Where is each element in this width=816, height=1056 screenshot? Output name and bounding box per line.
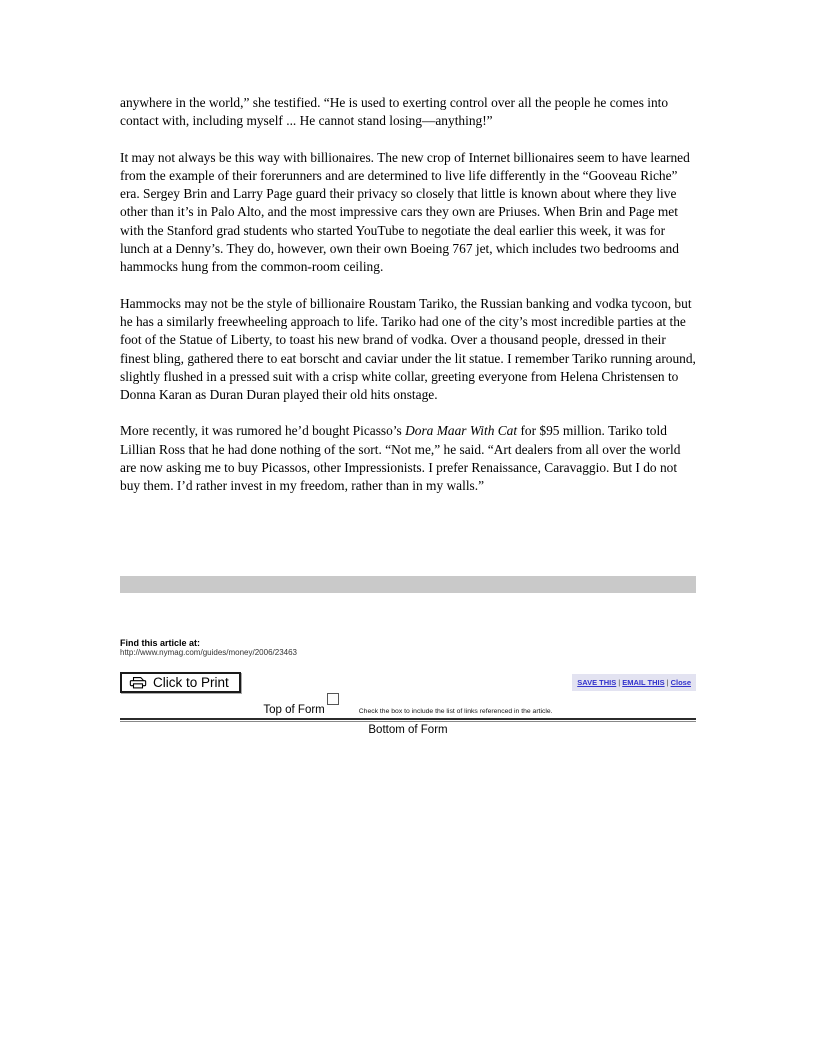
article-actions bbox=[572, 674, 696, 691]
article-paragraph: Hammocks may not be the style of billionaire Roustam Tariko, the Russian banking and vodka tycoon, but he has a similarly freewheeling approach to life. Tariko had one of the city’s most incredible parties at the foot of the Statue of Liberty, to toast his new brand of vodka. Over a thousand people, dressed in their finest bling, gathered there to eat borscht and caviar under the lit statue. I remember Tariko running around, slightly flushed in a pressed suit with a crisp white collar, greeting everyone from Helena Christensen to Donna Karan as Duran Duran played their old hits onstage. bbox=[120, 295, 696, 403]
click-to-print-button[interactable] bbox=[120, 672, 241, 693]
article-body bbox=[120, 94, 696, 514]
form-divider bbox=[120, 718, 696, 722]
include-links-checkbox[interactable] bbox=[327, 693, 339, 705]
printer-icon bbox=[129, 676, 147, 689]
top-of-form-label: Top of Form bbox=[263, 704, 325, 716]
bottom-of-form-label: Bottom of Form bbox=[368, 724, 448, 736]
paragraph-text: for $95 million. Tariko told Lillian Ross that he had done nothing of the sort. “Not me,” he said. “Art dealers from all over the world are now asking me to buy Picassos, other Impressionists. I prefer Renaissance, Caravaggio. But I do not buy them. I’d rather invest in my freedom, rather than in my walls.” bbox=[120, 423, 681, 494]
separator-bar bbox=[120, 576, 696, 593]
save-this-link[interactable]: SAVE THIS bbox=[577, 678, 617, 687]
paragraph-text: More recently, it was rumored he’d bought Picasso’s bbox=[120, 423, 406, 439]
find-article-label: Find this article at: bbox=[120, 638, 201, 648]
close-link[interactable]: Close bbox=[670, 678, 691, 687]
article-url: http://www.nymag.com/guides/money/2006/23463 bbox=[120, 648, 297, 657]
link-separator: | bbox=[666, 678, 669, 687]
form-row bbox=[120, 700, 696, 718]
link-separator: | bbox=[618, 678, 621, 687]
article-paragraph: It may not always be this way with billionaires. The new crop of Internet billionaires seem to have learned from the example of their forerunners and are determined to live life differently in the “Gooveau Riche” era. Sergey Brin and Larry Page guard their privacy so closely that little is known about where they live other than it’s in Palo Alto, and the most impressive cars they own are Priuses. When Brin and Page met with the Stanford grad students who started YouTube to negotiate the deal earlier this week, it was for lunch at a Denny’s. They do, however, own their own Boeing 767 jet, which includes two bedrooms and hammocks hung from the common-room ceiling. bbox=[120, 149, 690, 275]
article-paragraph: anywhere in the world,” she testified. “He is used to exerting control over all the people he comes into contact with, including myself ... He cannot stand losing—anything!” bbox=[120, 95, 669, 129]
artwork-title: Dora Maar With Cat bbox=[405, 423, 518, 439]
checkbox-note: Check the box to include the list of links referenced in the article. bbox=[358, 708, 553, 715]
print-button-label: Click to Print bbox=[153, 675, 229, 690]
email-this-link[interactable]: EMAIL THIS bbox=[622, 678, 665, 687]
article-paragraph bbox=[120, 422, 696, 495]
